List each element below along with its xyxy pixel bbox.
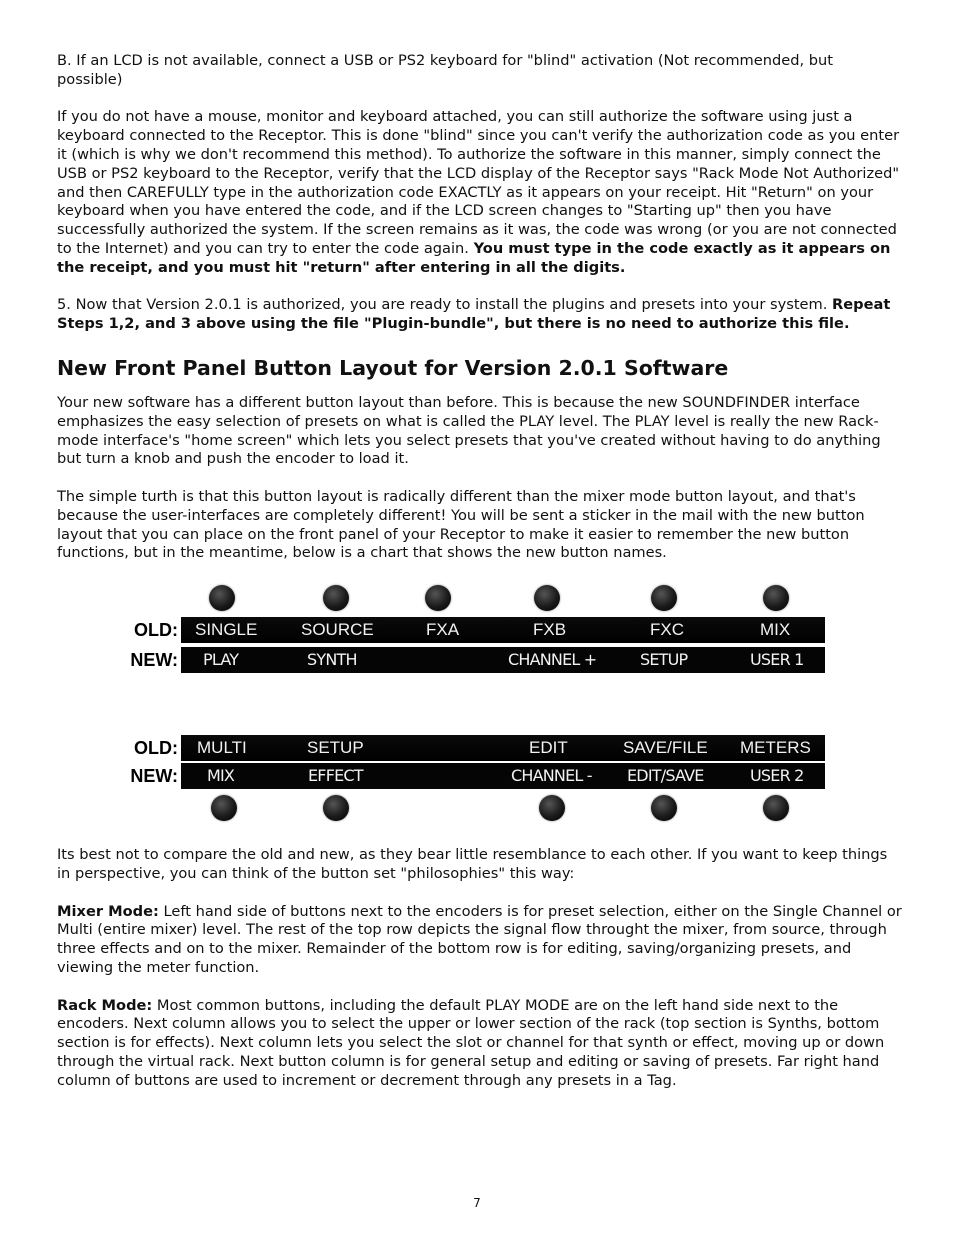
paragraph-mixer-mode (57, 903, 902, 978)
paragraph-text: Left hand side of buttons next to the encoders is for preset selection, either on the Single Channel or Multi (entire mixer) level. The rest of the top row depicts the signal flow throught the mixer, from source, through three effects and on to the mixer. Remainder of the bottom row is for editing, saving/organizing presets, and viewing the meter function. (57, 902, 902, 976)
term-rack-mode: Rack Mode: (57, 996, 153, 1014)
top-new-row (181, 647, 825, 673)
paragraph-new-layout: Your new software has a different button layout than before. This is because the new SOUNDFINDER interface emphasizes the easy selection of presets on what is called the PLAY level. The PLAY level is really the new Rack-mode interface's "home screen" which lets you select presets that you've created without having to do anything but turn a knob and push the encoder to load it. (57, 393, 881, 468)
old-row-label: OLD: (134, 738, 178, 759)
paragraph-simple-truth: The simple turth is that this button layout is radically different than the mixer mode button layout, and that's because the user-interfaces are completely different! You will be sent a sticker in the mail with the new button layout that you can place on the front panel of your Receptor to make it easier to remember the new button functions, but in the meantime, below is a chart that shows the new button names. (57, 487, 865, 562)
paragraph-text: 5. Now that Version 2.0.1 is authorized, you are ready to install the plugins and presets into your system. (57, 296, 833, 314)
bottom-old-row (181, 735, 825, 761)
button-label-old: EDIT (529, 738, 568, 758)
paragraph-rack-mode (57, 997, 902, 1091)
paragraph-emphasis: You must type in the code exactly as it appears on the receipt, and you must hit "return" after entering in all the digits. (57, 239, 891, 276)
button-label-old: FXC (650, 620, 684, 640)
button-label-old: MULTI (197, 738, 247, 758)
new-row-label: NEW: (130, 766, 178, 787)
paragraph-text: Most common buttons, including the default PLAY MODE are on the left hand side next to the encoders. Next column allows you to select the upper or lower section of the rack (top section is Synths, bottom section is for effects). Next column lets you select the slot or channel for that synth or effect, moving up or down through the virtual rack. Next button column is for general setup and editing or saving of presets. Far right hand column of buttons are used to increment or decrement through any presets in a Tag. (57, 996, 885, 1089)
button-label-new: SYNTH (307, 650, 357, 670)
button-label-new: CHANNEL - (511, 766, 592, 786)
knob-icon (651, 795, 677, 821)
section-heading: New Front Panel Button Layout for Version 2.0.1 Software (57, 355, 729, 380)
knob-icon (539, 795, 565, 821)
button-layout-chart (57, 575, 902, 831)
button-label-new: EDIT/SAVE (627, 766, 704, 786)
knob-icon (323, 585, 349, 611)
button-label-new: USER 1 (750, 650, 804, 670)
button-label-new: USER 2 (750, 766, 804, 786)
knob-icon (323, 795, 349, 821)
paragraph-keyboard-authorization (57, 108, 902, 277)
knob-icon (534, 585, 560, 611)
paragraph-install-plugins (57, 296, 902, 334)
knob-icon (209, 585, 235, 611)
page-number: 7 (473, 1196, 481, 1210)
button-label-old: MIX (760, 620, 791, 640)
button-label-old: SOURCE (301, 620, 374, 640)
new-row-label: NEW: (130, 650, 178, 671)
button-label-new: CHANNEL + (508, 650, 597, 670)
button-label-old: FXB (533, 620, 567, 640)
paragraph-blind-activation: B. If an LCD is not available, connect a USB or PS2 keyboard for "blind" activation (Not recommended, but possible) (57, 52, 834, 88)
button-label-new: PLAY (203, 650, 239, 670)
paragraph-emphasis: Repeat Steps 1,2, and 3 above using the file "Plugin-bundle", but there is no need to authorize this file. (57, 296, 891, 333)
button-label-old: SAVE/FILE (623, 738, 708, 758)
old-row-label: OLD: (134, 620, 178, 641)
button-label-old: SINGLE (195, 620, 258, 640)
paragraph-philosophies: Its best not to compare the old and new, as they bear little resemblance to each other. If you want to keep things in perspective, you can think of the button set "philosophies" this way: (57, 846, 888, 882)
page-body (57, 52, 902, 1090)
button-label-new: SETUP (640, 650, 688, 670)
bottom-new-row (181, 763, 825, 789)
button-label-old: FXA (426, 620, 460, 640)
knob-icon (211, 795, 237, 821)
button-label-old: SETUP (307, 738, 364, 758)
button-label-new: EFFECT (308, 766, 363, 786)
paragraph-text: If you do not have a mouse, monitor and keyboard attached, you can still authorize the software using just a keyboard connected to the Receptor. This is done "blind" since you can't verify the authorization code as you enter it (which is why we don't recommend this method). To authorize the software in this manner, simply connect the USB or PS2 keyboard to the Receptor, verify that the LCD display of the Receptor says "Rack Mode Not Authorized" and then CAREFULLY type in the authorization code EXACTLY as it appears on your receipt. Hit "Return" on your keyboard when you have entered the code, and if the LCD screen changes to "Starting up" then you have successfully authorized the system. If the screen remains as it was, the code was wrong (or you are not connected to the Internet) and you can try to enter the code again. (57, 108, 900, 257)
knob-icon (763, 795, 789, 821)
knob-icon (763, 585, 789, 611)
knob-icon (651, 585, 677, 611)
knob-icon (425, 585, 451, 611)
button-label-new: MIX (207, 766, 235, 786)
term-mixer-mode: Mixer Mode: (57, 902, 159, 920)
top-old-row (181, 617, 825, 643)
button-label-old: METERS (740, 738, 811, 758)
